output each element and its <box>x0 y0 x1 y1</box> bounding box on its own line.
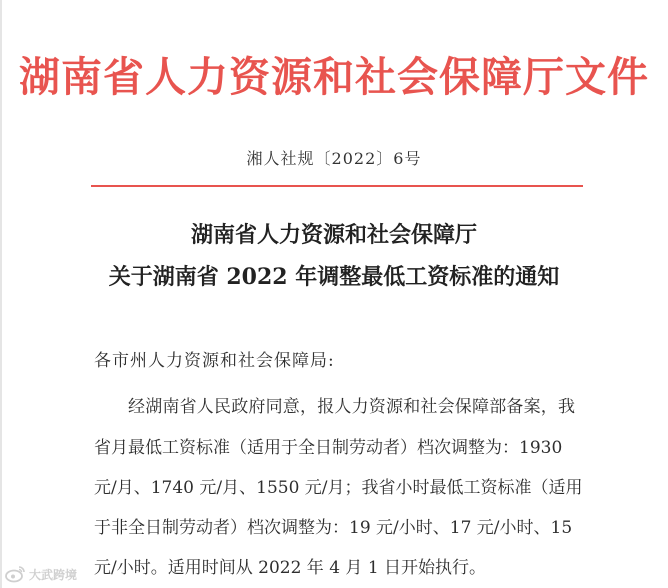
watermark <box>4 564 77 584</box>
body-paragraph-line: 元/小时。适用时间从 2022 年 4 月 1 日开始执行。 <box>94 558 487 578</box>
notice-title-line-2: 关于湖南省 2022 年调整最低工资标准的通知 <box>108 264 560 290</box>
issuing-authority-header: 湖南省人力资源和社会保障厅文件 <box>19 53 649 101</box>
salutation: 各市州人力资源和社会保障局: <box>94 351 335 371</box>
watermark-text: 大武跨境 <box>29 567 78 582</box>
body-paragraph-line: 省月最低工资标准（适用于全日制劳动者）档次调整为：1930 <box>94 438 563 458</box>
body-paragraph-line: 元/月、1740 元/月、1550 元/月；我省小时最低工资标准（适用 <box>94 478 583 498</box>
body-paragraph-line: 于非全日制劳动者）档次调整为：19 元/小时、17 元/小时、15 <box>94 518 573 538</box>
weibo-icon <box>4 565 26 583</box>
red-divider-line <box>91 185 583 187</box>
body-paragraph-line: 经湖南省人民政府同意，报人力资源和社会保障部备案，我 <box>128 397 576 417</box>
document-number: 湘人社规〔2022〕6号 <box>246 149 422 168</box>
notice-title-line-1: 湖南省人力资源和社会保障厅 <box>190 222 477 248</box>
